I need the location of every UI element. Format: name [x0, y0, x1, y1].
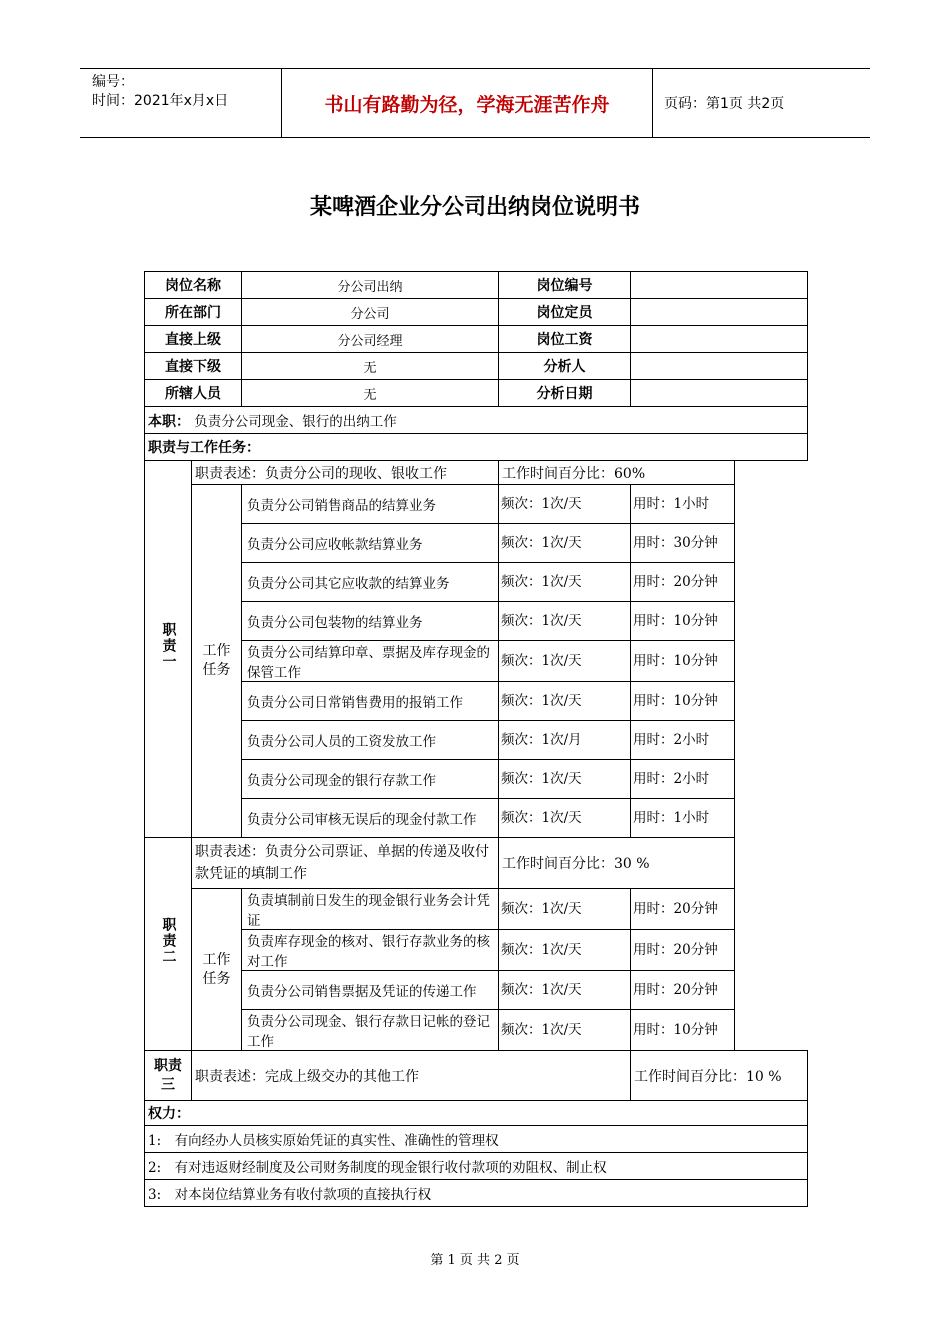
task-row: [145, 524, 808, 563]
task-text: 负责分公司审核无误后的现金付款工作: [242, 799, 499, 838]
task-text: 负责分公司包装物的结算业务: [242, 602, 499, 641]
task-text: 负责分公司现金、银行存款日记帐的登记工作: [242, 1010, 499, 1051]
task-text: 负责库存现金的核对、银行存款业务的核对工作: [242, 930, 499, 971]
info-label: 岗位编号: [499, 272, 631, 299]
info-label: 岗位定员: [499, 299, 631, 326]
info-row: [145, 353, 808, 380]
duty2-task-label-text: 工作任务: [202, 951, 231, 987]
duty2-side-label: [145, 838, 192, 1051]
task-duration: 用时：20分钟: [631, 971, 735, 1010]
info-label: 岗位名称: [145, 272, 242, 299]
task-frequency: 频次：1次/天: [499, 563, 631, 602]
duty3-side-label: [145, 1051, 192, 1101]
duty3-description: 职责表述：完成上级交办的其他工作: [192, 1051, 631, 1101]
task-row: [145, 563, 808, 602]
info-value: 分公司经理: [242, 326, 499, 353]
info-row: [145, 299, 808, 326]
task-duration: 用时：1小时: [631, 485, 735, 524]
document-number-label: 编号：: [92, 74, 134, 90]
document-title: 某啤酒企业分公司出纳岗位说明书: [309, 195, 640, 220]
info-label: 直接下级: [145, 353, 242, 380]
info-label: 所在部门: [145, 299, 242, 326]
power-row: [145, 1153, 808, 1180]
info-row: [145, 326, 808, 353]
header-motto: 书山有路勤为径，学海无涯苦作舟: [281, 69, 653, 137]
task-row: [145, 760, 808, 799]
task-frequency: 频次：1次/天: [499, 1010, 631, 1051]
task-row: [145, 889, 808, 930]
duty2-desc-row: [145, 838, 808, 889]
main-duty-text: 负责分公司现金、银行的出纳工作: [194, 413, 397, 430]
power-row: [145, 1180, 808, 1207]
task-text: 负责分公司销售票据及凭证的传递工作: [242, 971, 499, 1010]
duties-heading-row: [145, 434, 808, 461]
info-label: 直接上级: [145, 326, 242, 353]
task-row: [145, 1010, 808, 1051]
task-frequency: 频次：1次/月: [499, 721, 631, 760]
task-text: 负责分公司结算印章、票据及库存现金的保管工作: [242, 641, 499, 682]
task-row: [145, 602, 808, 641]
info-label: 所辖人员: [145, 380, 242, 407]
task-duration: 用时：10分钟: [631, 1010, 735, 1051]
duty2-description: 职责表述：负责分公司票证、单据的传递及收付款凭证的填制工作: [192, 838, 499, 889]
info-label: 岗位工资: [499, 326, 631, 353]
duty1-description: 职责表述：负责分公司的现收、银收工作: [192, 461, 499, 485]
main-duty-label: 本职：: [148, 413, 190, 430]
task-row: [145, 930, 808, 971]
task-frequency: 频次：1次/天: [499, 641, 631, 682]
info-row: [145, 380, 808, 407]
power-item: 1: 有向经办人员核实原始凭证的真实性、准确性的管理权: [145, 1126, 808, 1153]
info-label: 分析人: [499, 353, 631, 380]
task-duration: 用时：10分钟: [631, 682, 735, 721]
task-text: 负责分公司其它应收款的结算业务: [242, 563, 499, 602]
task-row: [145, 721, 808, 760]
duty2-weight: 工作时间百分比：30 %: [499, 838, 735, 889]
info-value: 无: [242, 380, 499, 407]
task-frequency: 频次：1次/天: [499, 930, 631, 971]
task-duration: 用时：2小时: [631, 760, 735, 799]
task-duration: 用时：10分钟: [631, 602, 735, 641]
task-frequency: 频次：1次/天: [499, 485, 631, 524]
duty1-side-label: [145, 461, 192, 838]
main-duty-cell: [145, 407, 808, 434]
task-duration: 用时：2小时: [631, 721, 735, 760]
info-label: 分析日期: [499, 380, 631, 407]
info-value: [631, 326, 808, 353]
power-row: [145, 1126, 808, 1153]
info-value: [631, 272, 808, 299]
task-text: 负责分公司应收帐款结算业务: [242, 524, 499, 563]
task-duration: 用时：10分钟: [631, 641, 735, 682]
task-frequency: 频次：1次/天: [499, 760, 631, 799]
task-row: [145, 799, 808, 838]
task-text: 负责分公司日常销售费用的报销工作: [242, 682, 499, 721]
task-duration: 用时：20分钟: [631, 930, 735, 971]
task-frequency: 频次：1次/天: [499, 602, 631, 641]
powers-heading-row: [145, 1101, 808, 1126]
info-value: [631, 353, 808, 380]
powers-heading: 权力：: [145, 1101, 808, 1126]
header-page-number: 页码：第1页 共2页: [664, 96, 785, 112]
task-row: [145, 682, 808, 721]
task-text: 负责分公司销售商品的结算业务: [242, 485, 499, 524]
task-frequency: 频次：1次/天: [499, 682, 631, 721]
task-frequency: 频次：1次/天: [499, 799, 631, 838]
info-value: [631, 299, 808, 326]
duty1-task-label: [192, 485, 242, 838]
duties-heading: 职责与工作任务：: [145, 434, 808, 461]
task-row: [145, 971, 808, 1010]
duty1-side-text: 职责一: [160, 622, 177, 670]
job-description-table: [144, 271, 808, 1207]
duty3-row: [145, 1051, 808, 1101]
task-frequency: 频次：1次/天: [499, 889, 631, 930]
power-item: 3: 对本岗位结算业务有收付款项的直接执行权: [145, 1180, 808, 1207]
duty2-task-label: [192, 889, 242, 1051]
task-frequency: 频次：1次/天: [499, 524, 631, 563]
task-duration: 用时：1小时: [631, 799, 735, 838]
document-date-label: 时间：2021年x月x日: [92, 93, 229, 109]
task-text: 负责分公司人员的工资发放工作: [242, 721, 499, 760]
page-footer: 第 1 页 共 2 页: [430, 1253, 520, 1268]
duty2-side-text: 职责二: [160, 917, 177, 965]
duty1-desc-row: [145, 461, 808, 485]
task-row: [145, 641, 808, 682]
info-row: [145, 272, 808, 299]
info-value: [631, 380, 808, 407]
duty3-weight: 工作时间百分比：10 %: [631, 1051, 808, 1101]
info-value: 无: [242, 353, 499, 380]
duty3-side-text: 职责三: [154, 1057, 182, 1093]
duty1-weight: 工作时间百分比：60%: [499, 461, 735, 485]
duty1-task-label-text: 工作任务: [202, 643, 231, 678]
page-header: [80, 68, 870, 138]
task-text: 负责分公司现金的银行存款工作: [242, 760, 499, 799]
info-value: 分公司出纳: [242, 272, 499, 299]
task-duration: 用时：20分钟: [631, 563, 735, 602]
task-duration: 用时：20分钟: [631, 889, 735, 930]
task-frequency: 频次：1次/天: [499, 971, 631, 1010]
main-duty-row: [145, 407, 808, 434]
info-value: 分公司: [242, 299, 499, 326]
task-duration: 用时：30分钟: [631, 524, 735, 563]
power-item: 2: 有对违返财经制度及公司财务制度的现金银行收付款项的劝阻权、制止权: [145, 1153, 808, 1180]
task-row: [145, 485, 808, 524]
task-text: 负责填制前日发生的现金银行业务会计凭证: [242, 889, 499, 930]
header-left: [80, 69, 280, 137]
